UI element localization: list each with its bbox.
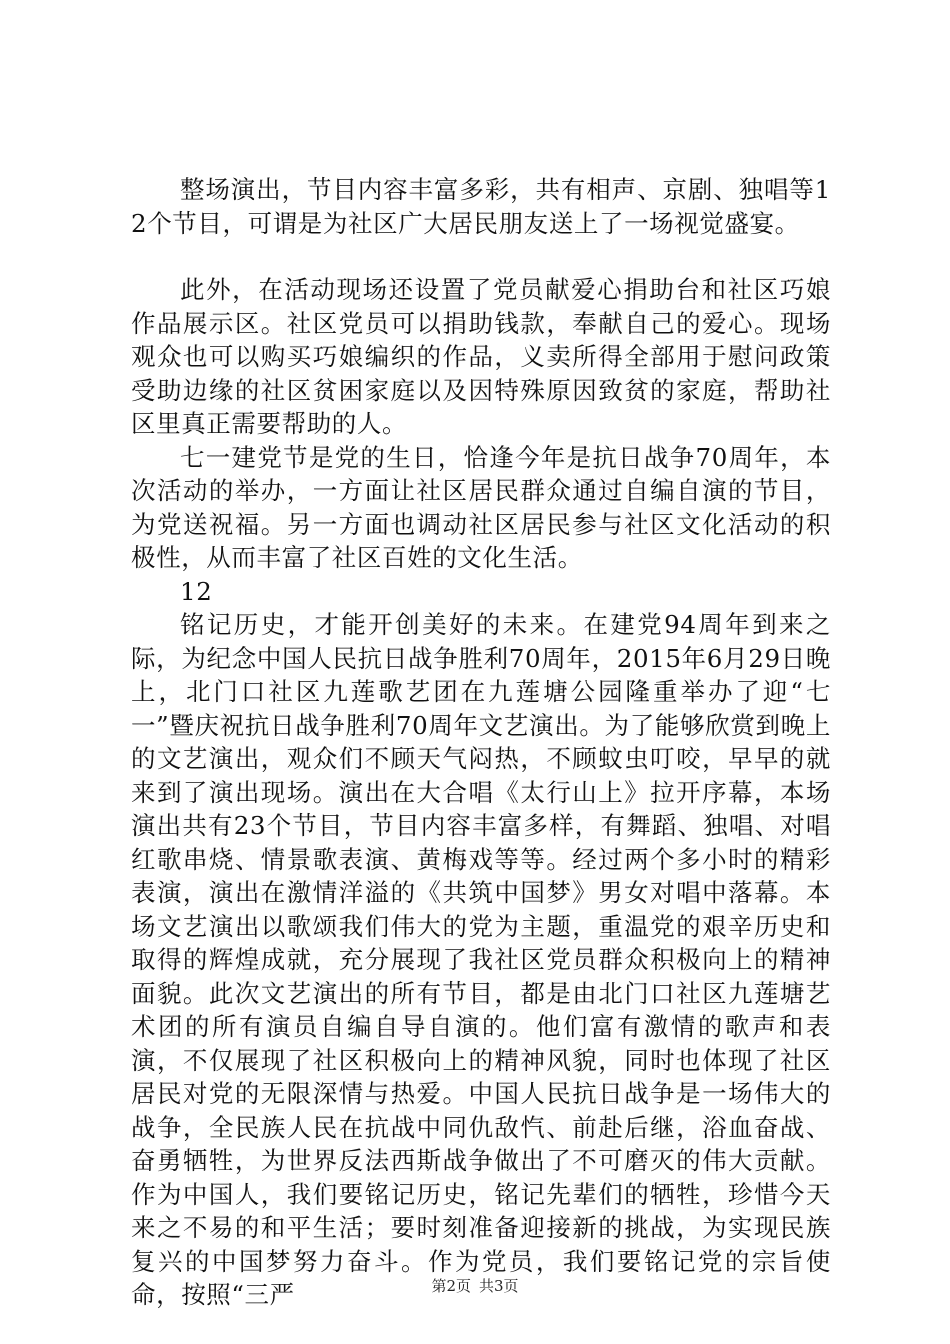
paragraph: 铭记历史，才能开创美好的未来。在建党94周年到来之际，为纪念中国人民抗日战争胜利70周年，2015年6月29日晚上，北门口社区九莲歌艺团在九莲塘公园隆重举办了迎“七一”暨庆祝抗日战争胜利70周年文艺演出。为了能够欣赏到晚上的文艺演出，观众们不顾天气闷热，不顾蚊虫叮咬，早早的就来到了演出现场。演出在大合唱《太行山上》拉开序幕，本场演出共有23个节目，节目内容丰富多样，有舞蹈、独唱、对唱红歌串烧、情景歌表演、黄梅戏等等。经过两个多小时的精彩表演，演出在激情洋溢的《共筑中国梦》男女对唱中落幕。本场文艺演出以歌颂我们伟大的党为主题，重温党的艰辛历史和取得的辉煌成就，充分展现了我社区党员群众积极向上的精神面貌。此次文艺演出的所有节目，都是由北门口社区九莲塘艺术团的所有演员自编自导自演的。他们富有激情的歌声和表演，不仅展现了社区积极向上的精神风貌，同时也体现了社区居民对党的无限深情与热爱。中国人民抗日战争是一场伟大的战争，全民族人民在抗战中同仇敌忾、前赴后继，浴血奋战、奋勇牺牲，为世界反法西斯战争做出了不可磨灭的伟大贡献。作为中国人，我们要铭记历史，铭记先辈们的牺牲，珍惜今天来之不易的和平生活；要时刻准备迎接新的挑战，为实现民族复兴的中国梦努力奋斗。作为党员，我们要铭记党的宗旨使命，按照“三严 bbox=[131, 610, 831, 1309]
page-total: 共3页 bbox=[479, 1277, 519, 1295]
paragraph: 此外，在活动现场还设置了党员献爱心捐助台和社区巧娘作品展示区。社区党员可以捐助钱款，奉献自己的爱心。现场观众也可以购买巧娘编织的作品，义卖所得全部用于慰问政策受助边缘的社区贫困家庭以及因特殊原因致贫的家庭，帮助社区里真正需要帮助的人。 bbox=[131, 275, 831, 438]
paragraph: 七一建党节是党的生日，恰逢今年是抗日战争70周年，本次活动的举办，一方面让社区居民群众通过自编自演的节目，为党送祝福。另一方面也调动社区居民参与社区文化活动的积极性，从而丰富了社区百姓的文化生活。 bbox=[131, 442, 831, 572]
page-number: 第2页 bbox=[431, 1277, 471, 1295]
paragraph: 整场演出，节目内容丰富多彩，共有相声、京剧、独唱等12个节目，可谓是为社区广大居民朋友送上了一场视觉盛宴。 bbox=[131, 175, 831, 238]
paragraph-spacer bbox=[131, 240, 831, 273]
page-footer bbox=[0, 1276, 950, 1296]
paragraph: 12 bbox=[180, 576, 213, 606]
document-body bbox=[131, 173, 831, 1312]
